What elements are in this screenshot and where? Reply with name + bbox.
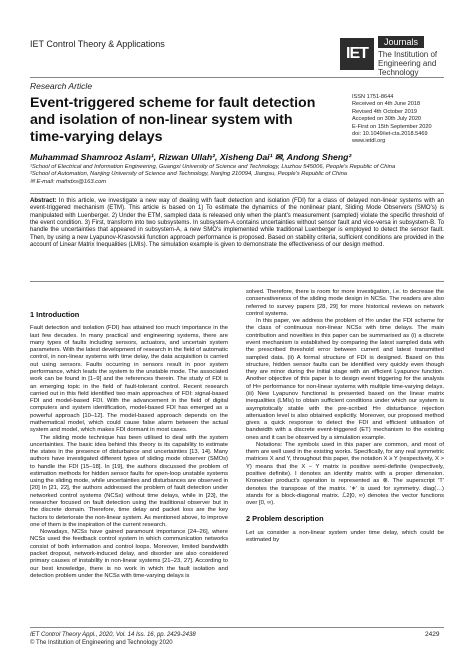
affiliation-1: ¹School of Electrical and Information Engineering, Guangxi University of Science and Technology, Liuzhou 545006, People's Republic of China [30, 164, 396, 170]
contact-email[interactable]: ✉ E-mail: mathdxs@163.com [30, 178, 107, 185]
intro-paragraph-2: The sliding mode technique has been utilised to deal with the system uncertainties. The basic idea behind this theory is its capability to estimate the states in the presence of disturbance and uncertainties [13, 14]. Many authors have investigated different types of sliding mode observer (SMOs) to handle the FDI [15–18]. In [19], the authors discussed the problem of estimation methods for hidden sensor faults for open-loop unstable systems using the sliding mode, while uncertainties and disturbances are observed in [20] In [21, 22], the authors addressed the problem of fault detection under networked control systems (NCSs) without time delays, while in [23], the researcher focused on fault detection using the traditional observer but in the discrete domain. Therefore, time delay and packet loss are the key factors to deteriorate the non-linear system. As mentioned above, to improve one of them is the inspiration of the current research. [30, 434, 228, 528]
intro-paragraph-3: Nowadays, NCSs have gained paramount importance [24–26], where NCSs used the feedback control system in which communication networks consist of both information and control loops. Moreover, limited bandwidth packet dropout, network-induced delay, and disorder are also considered primary causes of instability in non-linear systems [21–23, 27]. According to our best knowledge, there is no work in which the fault isolation and detection problem under the NCSs with time-varying delays is [30, 529, 228, 579]
meta-issn: ISSN 1751-8644 [352, 94, 394, 100]
journal-name: IET Control Theory & Applications [30, 39, 165, 49]
abstract-text: In this article, we investigate a new way of dealing with fault detection and isolation (FDI) for a class of delayed non-linear systems with an event-triggered mechanism (ETM). This article is based on 1) To estimate the dynamics of the nonlinear plant, Sliding Mode Observers (SMO's) is manipulated with Luenberger. 2) Under the ETM, sampled data is released only when the plant's measurement (sampled) violate the specific threshold of the event condition. 3) First, transform into two subsystems. In subsystem-A contains uncertainties without sensor fault and vice-versa in subsystem-B. To handle the uncertainties that appeared in subsystem-A, a new SMO's implemented while traditional Luenberger is employed to detect the sensor fault. Then, by using a new Lyapunov-Krasovskii function approach performance is proposed. Based on stability criteria, sufficient conditions are provided in the account of Linear Matrix Inequalities (LMIs). The simulation example is given to demonstrate the effectiveness of our design method. [30, 198, 444, 249]
affiliation-2: ²School of Automation, Nanjing University of Science and Technology, Nanjing 210094, Jiangsu, People's Republic of China [30, 171, 348, 178]
paper-title: Event-triggered scheme for fault detection and isolation of non-linear system with time-varying delays [30, 95, 316, 145]
section-heading-introduction: 1 Introduction [30, 310, 80, 319]
meta-efirst: E-First on 15th September 2020 [352, 123, 432, 130]
right-column [246, 289, 444, 544]
footer-copyright: © The Institution of Engineering and Technology 2020 [30, 640, 173, 646]
abstract-bottom-rule [30, 281, 444, 282]
abstract [30, 198, 444, 249]
section-heading-problem: 2 Problem description [246, 514, 324, 524]
iet-logo [340, 34, 452, 77]
logo-line-2: Engineering and Technology [378, 59, 437, 77]
affiliations [30, 164, 450, 186]
logo-mark: IET [340, 38, 374, 70]
page-number: 2429 [425, 631, 440, 638]
left-column [30, 311, 228, 580]
article-type: Research Article [30, 81, 93, 91]
problem-paragraph: Let us consider a non-linear system under time delay, which could be estimated by [246, 529, 444, 543]
article-meta [352, 94, 462, 146]
logo-tag: Journals [378, 36, 424, 48]
logo-institution [378, 50, 452, 77]
footer-citation: IET Control Theory Appl., 2020, Vol. 14 Iss. 16, pp. 2429-2438 [30, 632, 196, 638]
right-paragraph-2: In this paper, we address the problem of H∞ under the FDI scheme for the class of continuous non-linear NCSs with time delays. The main contribution and novelties in this paper can be summarised as (i) a discrete event mechanism is established by comparing the latest sampled data with the prescribed threshold error between current and latest transmitted sampled data. (ii) A formal structure of FDI is designed. Based on this structure, hidden sensor faults can be identified very quickly even though they are minor during the initial stage with an efficient Lyapunov function. Another objective of this paper is to design event triggering for the analysis of H∞ performance for non-linear systems with multiple time-varying delays. (iii) New Lyapunov functional is presented based on the linear matrix inequalities (LMIs) to obtain sufficient conditions under which our system is asymptotically stable with the pre-scribed H∞ disturbance rejection attenuation level is also obtained explicitly. Moreover, our proposed method gives a quick response to detect the FDI and efficient utilisation of bandwidth with a discrete event-triggered (ET) mechanism to the existing ones and it can be observed by a simulation example. [246, 318, 444, 441]
author-list: Muhammad Shamrooz Aslam¹, Rizwan Ullah², Xisheng Dai¹ ✉, Andong Sheng² [30, 152, 352, 162]
notations-paragraph: Notations: The symbols used in this paper are common, and most of them are well used in the existing works. Specifically, for any real symmetric matrices X and Y, throughout this paper, the notation X ≥ Y (respectively, X > Y) means that the X − Y matrix is positive semi-definite (respectively, positive definite). I denotes an identity matrix with a proper dimension. Kronecker product's operation is represented as ⊗. The superscript 'T' denotes the transpose of the matrix. '∗' is used for symmetry. diag(…) stands for a block-diagonal matrix. ℒ2[0, ∞) denotes the vector functions over [0, ∞). [246, 441, 444, 507]
abstract-label: Abstract: [30, 198, 57, 204]
footer-citation-block [30, 631, 196, 647]
meta-website[interactable]: www.ietdl.org [352, 138, 386, 145]
meta-received: Received on 4th June 2018 [352, 101, 421, 108]
meta-revised: Revised 4th October 2019 [352, 108, 417, 115]
meta-doi[interactable]: doi: 10.1049/iet-cta.2018.5469 [352, 131, 428, 138]
meta-accepted: Accepted on 30th July 2020 [352, 116, 422, 123]
intro-paragraph-1: Fault detection and isolation (FDI) has attained too much importance in the last few decades. In many practical and engineering systems, there are many types of faults including sensors, actuators, and uncertain system parameters. With the latest development of research in the field of automatic control, in non-linear systems with time delay, the data acquisition is carried out using sensors. Faults occurring in sensors result in poor system performance, which leads the system to the unstable mode. The associated work can be found in [1–9] and the references therein. The study of FDI is an emerging topic in the field of fault-tolerant control. Recent research carried out in this field identified two main approaches of FDI: signal-based FDI and model-based FDI. With the advancement in the field of digital computers and system identification, model-based FDI has emerged as a powerful approach [10–12]. The model-based approach depends on the mathematical model, which could cause false alarm between the actual system and model, which makes FDI dormant in most cases. [30, 325, 228, 434]
header-rule [30, 77, 444, 78]
right-paragraph-1: solved. Therefore, there is room for more investigation, i.e. to decrease the conservativeness of the sliding mode design in NCSs. The readers are also referred to survey papers [28, 29] for more historical reviews on network control systems. [246, 289, 444, 317]
abstract-top-rule [30, 193, 444, 194]
footer-rule [30, 627, 444, 628]
logo-line-1: The Institution of [378, 50, 438, 59]
